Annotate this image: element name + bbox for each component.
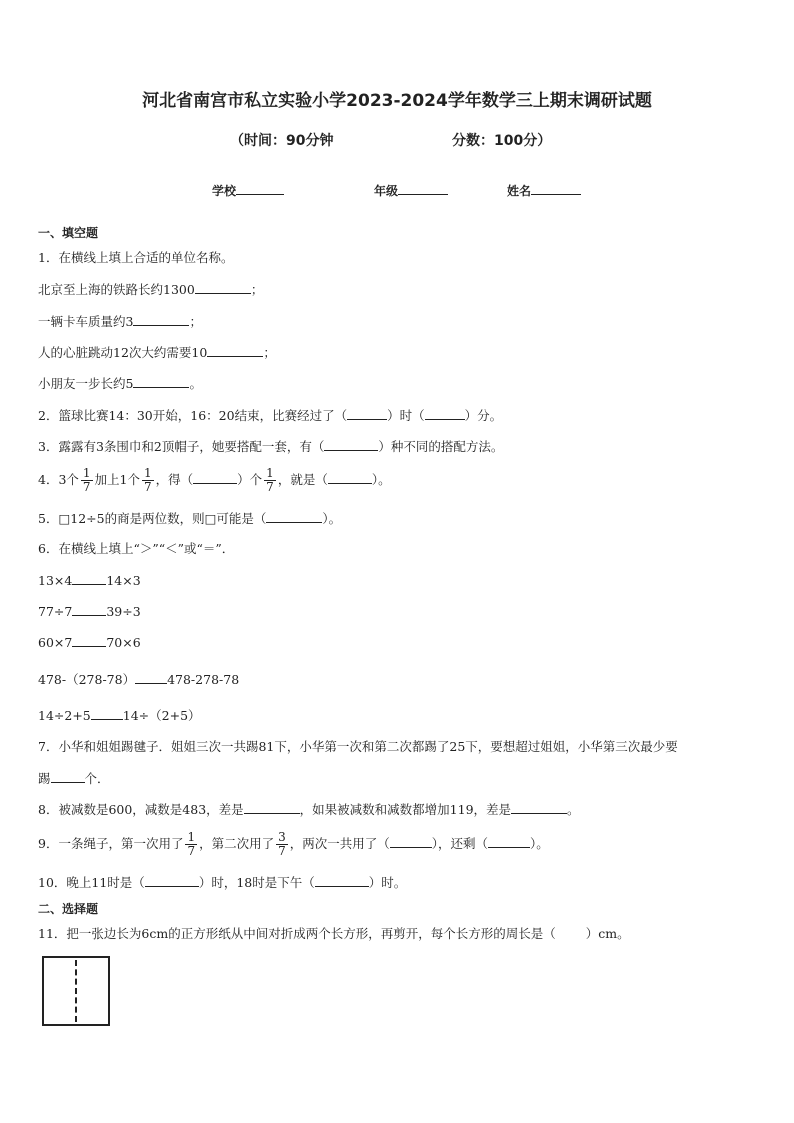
question-5-text: 5．□12÷5的商是两位数，则□可能是（	[38, 511, 267, 526]
answer-blank[interactable]	[51, 769, 85, 783]
compare-row-2	[38, 602, 141, 621]
fraction	[81, 467, 93, 494]
question-10-text: ）时。	[368, 875, 407, 890]
question-2	[38, 406, 502, 425]
answer-blank[interactable]	[72, 571, 106, 585]
question-3-text: 3．露露有3条围巾和2顶帽子，她要搭配一套，有（	[38, 439, 325, 454]
question-1-stem: 1．在横线上填上合适的单位名称。	[38, 250, 234, 265]
question-4-text: ，就是（	[277, 472, 328, 487]
question-1d-text: 小朋友一步长约5	[38, 376, 134, 391]
fraction-numerator: 1	[266, 466, 274, 480]
compare-row-4	[38, 670, 239, 689]
name-label: 姓名	[507, 184, 532, 198]
punct: 。	[189, 376, 202, 391]
question-9	[38, 828, 549, 860]
question-8	[38, 800, 580, 819]
fraction-denominator: 7	[266, 480, 274, 494]
fraction-numerator: 1	[144, 466, 152, 480]
question-6-stem: 6．在横线上填上“＞”“＜”或“＝”．	[38, 541, 235, 556]
question-2-text: ）分。	[464, 408, 503, 423]
folded-square-figure	[42, 956, 110, 1026]
answer-blank[interactable]	[328, 470, 372, 484]
answer-blank[interactable]	[324, 437, 378, 451]
compare-row-5	[38, 706, 201, 725]
question-4-text: ）。	[371, 472, 391, 487]
question-3	[38, 437, 503, 456]
answer-blank[interactable]	[195, 280, 251, 294]
answer-blank[interactable]	[193, 470, 237, 484]
question-5	[38, 509, 341, 528]
name-blank[interactable]	[531, 181, 581, 195]
compare-left: 77÷7	[38, 604, 73, 619]
punct: ；	[263, 345, 276, 360]
answer-blank[interactable]	[72, 633, 106, 647]
question-8-text: 。	[567, 802, 580, 817]
question-4	[38, 464, 391, 496]
grade-label: 年级	[374, 184, 399, 198]
compare-right: 478-278-78	[167, 672, 240, 687]
question-4-text: ）个	[237, 472, 263, 487]
fraction-numerator: 3	[278, 830, 286, 844]
question-10	[38, 873, 406, 892]
question-1c	[38, 343, 276, 362]
exam-time: （时间：90分钟	[230, 133, 334, 149]
school-field	[212, 181, 284, 199]
question-1a-text: 北京至上海的铁路长约1300	[38, 282, 195, 297]
question-1b-text: 一辆卡车质量约3	[38, 314, 134, 329]
punct: ；	[189, 314, 202, 329]
answer-blank[interactable]	[72, 602, 106, 616]
answer-blank[interactable]	[133, 374, 189, 388]
answer-blank[interactable]	[244, 800, 300, 814]
compare-right: 14÷（2+5）	[122, 708, 201, 723]
fraction	[185, 831, 197, 858]
fraction-numerator: 1	[187, 830, 196, 844]
question-7-text: 个．	[84, 771, 110, 786]
compare-row-3	[38, 633, 141, 652]
answer-blank[interactable]	[266, 509, 322, 523]
page-title: 河北省南宫市私立实验小学2023-2024学年数学三上期末调研试题	[142, 91, 652, 111]
compare-row-1	[38, 571, 141, 590]
question-3-text: ）种不同的搭配方法。	[378, 439, 504, 454]
exam-score: 分数：100分）	[452, 133, 552, 149]
compare-right: 14×3	[106, 573, 141, 588]
question-9-text: ，两次一共用了（	[289, 836, 390, 851]
question-9-text: ）。	[530, 836, 549, 851]
answer-blank[interactable]	[511, 800, 567, 814]
question-1a	[38, 280, 263, 299]
question-10-text: ）时，18时是下午（	[198, 875, 315, 890]
fraction-denominator: 7	[82, 480, 91, 494]
answer-blank[interactable]	[347, 406, 387, 420]
school-blank[interactable]	[236, 181, 284, 195]
fraction-denominator: 7	[187, 844, 196, 858]
answer-blank[interactable]	[390, 834, 432, 848]
question-1b	[38, 312, 202, 331]
question-9-text: ，第二次用了	[199, 836, 275, 851]
compare-right: 39÷3	[106, 604, 141, 619]
compare-right: 70×6	[106, 635, 141, 650]
question-7-line-1: 7．小华和姐姐踢毽子．姐姐三次一共踢81下，小华第一次和第二次都踢了25下，要想超过姐姐，小华第三次最少要	[38, 739, 678, 754]
question-1c-text: 人的心脏跳动12次大约需要10	[38, 345, 208, 360]
question-8-text: ，如果被减数和减数都增加119，差是	[299, 802, 512, 817]
punct: ；	[250, 282, 264, 297]
question-2-text: ）时（	[387, 408, 425, 423]
question-5-text: ）。	[322, 511, 342, 526]
answer-blank[interactable]	[207, 343, 263, 357]
question-4-text: 加上1个	[94, 472, 140, 487]
answer-blank[interactable]	[133, 312, 189, 326]
question-8-text: 8．被减数是600，减数是483，差是	[38, 802, 244, 817]
question-4-text: ，得（	[155, 472, 194, 487]
compare-left: 60×7	[38, 635, 73, 650]
answer-blank[interactable]	[145, 873, 199, 887]
grade-field	[374, 181, 448, 199]
answer-blank[interactable]	[135, 670, 167, 684]
compare-left: 478-（278-78）	[38, 672, 136, 687]
question-4-text: 4．3个	[38, 472, 79, 487]
grade-blank[interactable]	[398, 181, 448, 195]
fraction-denominator: 7	[144, 480, 152, 494]
question-11-text: ）cm。	[585, 926, 630, 941]
question-7-text: 踢	[38, 771, 51, 786]
answer-blank[interactable]	[315, 873, 369, 887]
fraction	[142, 467, 154, 494]
fraction	[264, 467, 276, 494]
fold-line	[75, 960, 77, 1022]
fraction	[276, 831, 288, 858]
compare-left: 13×4	[38, 573, 73, 588]
question-9-text: ），还剩（	[431, 836, 489, 851]
question-2-text: 2．篮球比赛14：30开始，16：20结束，比赛经过了（	[38, 408, 348, 423]
question-11	[38, 925, 630, 943]
fraction-denominator: 7	[278, 844, 286, 858]
section-fill-in-heading: 一、填空题	[38, 226, 99, 240]
question-10-text: 10．晚上11时是（	[38, 875, 145, 890]
question-11-text: 11．把一张边长为6cm的正方形纸从中间对折成两个长方形，再剪开，每个长方形的周长是（	[38, 926, 556, 941]
question-7-line-2	[38, 769, 110, 788]
compare-left: 14÷2+5	[38, 708, 91, 723]
question-1d	[38, 374, 202, 393]
name-field	[507, 181, 581, 199]
school-label: 学校	[212, 184, 237, 198]
answer-blank[interactable]	[425, 406, 465, 420]
section-choice-heading: 二、选择题	[38, 902, 99, 916]
answer-blank[interactable]	[91, 706, 123, 720]
fraction-numerator: 1	[82, 466, 91, 480]
answer-blank[interactable]	[488, 834, 530, 848]
question-9-text: 9．一条绳子，第一次用了	[38, 836, 184, 851]
